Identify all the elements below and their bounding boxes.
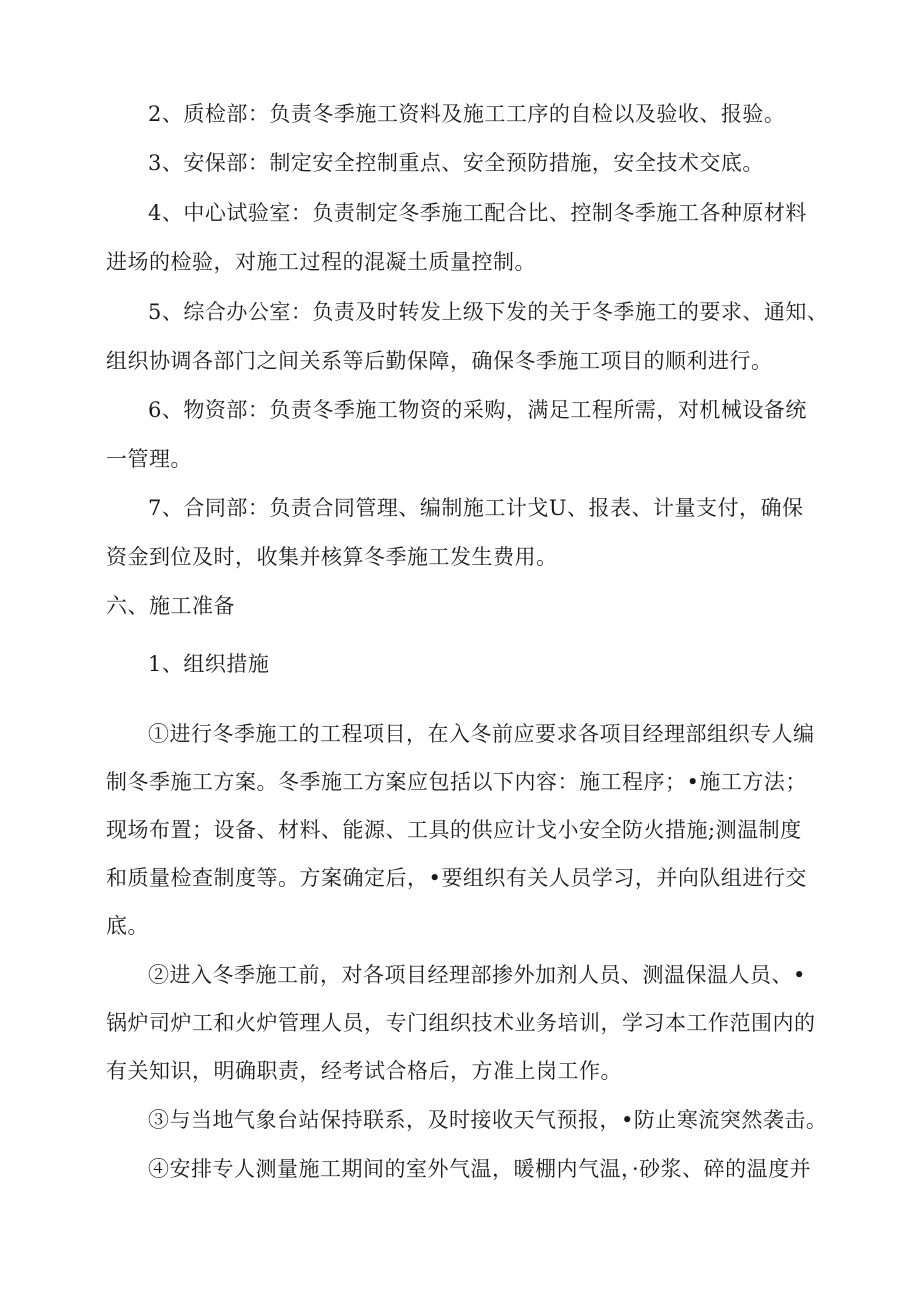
paragraph-lab-line1: 4、中心试验室：负责制定冬季施工配合比、控制冬季施工各种原材料 <box>148 201 807 225</box>
measure-2-line3: 有关知识，明确职责，经考试合格后，方准上岗工作。 <box>106 1059 622 1083</box>
measure-4-line1: ④安排专人测量施工期间的室外气温，暖棚内气温，·砂浆、碎的温度并 <box>148 1157 812 1181</box>
measure-3: ③与当地气象台站保持联系，及时接收天气预报，•防止寒流突然袭击。 <box>148 1108 828 1132</box>
measure-1-line1: ①进行冬季施工的工程项目，在入冬前应要求各项目经理部组织专人编 <box>148 722 815 746</box>
paragraph-security-dept: 3、安保部：制定安全控制重点、安全预防措施，安全技术交底。 <box>148 151 764 175</box>
paragraph-office-line1: 5、综合办公室：负责及时转发上级下发的关于冬季施工的要求、通知、 <box>148 300 829 324</box>
measure-2-line1: ②进入冬季施工前，对各项目经理部掺外加剂人员、测温保温人员、• <box>148 963 806 987</box>
paragraph-contract-line1: 7、合同部：负责合同管理、编制施工计戈U、报表、计量支付，确保 <box>148 496 804 520</box>
paragraph-materials-line1: 6、物资部：负责冬季施工物资的采购，满足工程所需，对机械设备统 <box>148 398 807 422</box>
paragraph-quality-dept: 2、质检部：负责冬季施工资料及施工工序的自检以及验收、报验。 <box>148 102 786 126</box>
section-heading-preparation: 六、施工准备 <box>106 594 235 618</box>
measure-1-line3: 现场布置；设备、材料、能源、工具的供应计戈小安全防火措施;测温制度 <box>106 818 802 842</box>
measure-1-line4: 和质量检查制度等。方案确定后，•要组织有关人员学习，并向队组进行交 <box>106 866 807 890</box>
paragraph-office-line2: 组织协调各部门之间关系等后勤保障，确保冬季施工项目的顺利进行。 <box>106 349 773 373</box>
subheading-organization: 1、组织措施 <box>148 652 270 676</box>
paragraph-lab-line2: 进场的检验，对施工过程的混凝土质量控制。 <box>106 250 536 274</box>
measure-1-line2: 制冬季施工方案。冬季施工方案应包括以下内容：施工程序；•施工方法； <box>106 770 807 794</box>
measure-1-line5: 底。 <box>106 914 149 938</box>
paragraph-contract-line2: 资金到位及时，收集并核算冬季施工发生费用。 <box>106 545 558 569</box>
measure-2-line2: 锅炉司炉工和火炉管理人员，专门组织技术业务培训，学习本工作范围内的 <box>106 1011 816 1035</box>
paragraph-materials-line2: 一管理。 <box>106 447 192 471</box>
